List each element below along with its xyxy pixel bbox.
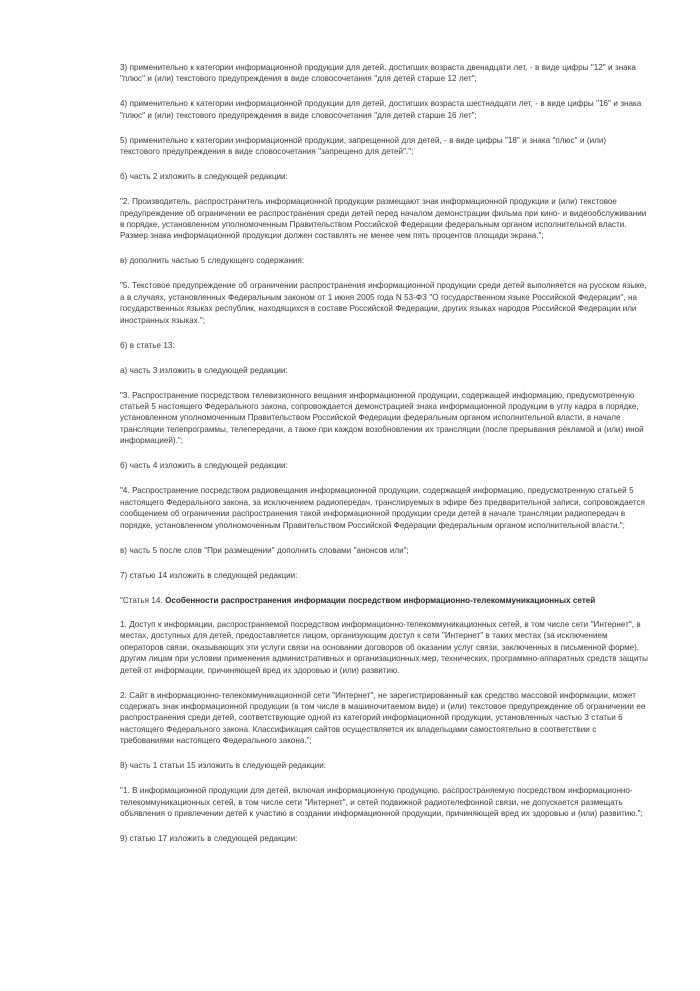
- paragraph-instruction-part-5: в) дополнить частью 5 следующего содержания:: [120, 256, 305, 266]
- paragraph-item-5: 5) применительно к категории информационной продукции, запрещенной для детей, - в виде цифры "18" и знака "плюс" и (или) текстового предупреждения в виде словосочетания "запрещено для детей".";: [120, 135, 607, 157]
- paragraph-article-14-part-1: 1. Доступ к информации, распространяемой посредством информационно-телекоммуникационных сетей, в том числе сети "Интернет", в местах, доступных для детей, предоставляется лицом, организующим доступ к сети "Интернет" в таких местах (за исключением операторов связи, оказывающих эти услуги связи на основании договоров об оказании услуг связи, заключенных в письменной форме), другим лицам при условии применения административных и организационных мер, технических, программно-аппаратных средств защиты детей от информации, причиняющей вред их здоровью и (или) развитию.: [120, 619, 648, 675]
- paragraph-article-15-part-1: "1. В информационной продукции для детей, включая информационную продукцию, распространяемую посредством информационно-телекоммуникационных сетей, в том числе сети "Интернет", и сетей подвижной радиотелефонной связи, не допускается размещать объявления о привлечении детей к участию в создании информационной продукции, причиняющей вред их здоровью и (или) развитию.";: [120, 786, 643, 818]
- paragraph-instruction-part-4: б) часть 4 изложить в следующей редакции:: [120, 461, 288, 471]
- paragraph-instruction-part-2: б) часть 2 изложить в следующей редакции:: [120, 172, 288, 182]
- paragraph-article-13: б) в статье 13:: [120, 340, 175, 350]
- paragraph-part-2-text: "2. Производитель, распространитель информационной продукции размещают знак информационной продукции и (или) текстовое предупреждение об ограничении ее распространения среди детей перед началом демонстрации фильма при кино- и видеообслуживании в порядке, установленном уполномоченным Правительством Российской Федерации федеральным органом исполнительной власти. Размер знака информационной продукции должен составлять не менее чем пять процентов площади экрана.";: [120, 197, 647, 241]
- paragraph-instruction-part-3: а) часть 3 изложить в следующей редакции:: [120, 365, 288, 375]
- paragraph-article-15-instruction: 8) часть 1 статьи 15 изложить в следующей редакции:: [120, 761, 326, 771]
- article-14-heading: [120, 595, 648, 606]
- paragraph-item-3: 3) применительно к категории информационной продукции для детей, достигших возраста двенадцати лет, - в виде цифры "12" и знака "плюс" и (или) текстового предупреждения в виде словосочетания "для детей старше 12 лет";: [120, 63, 636, 84]
- paragraph-part-3-text: "3. Распространение посредством телевизионного вещания информационной продукции, содержащей информацию, предусмотренную статьей 5 настоящего Федерального закона, сопровождается демонстрацией знака информационной продукции в углу кадра в порядке, установленном уполномоченным Правительством Российской Федерации федеральным органом исполнительной власти, в начале трансляции телепрограммы, телепередачи, а также при каждом возобновлении их трансляции (после прерывания рекламой и (или) иной информацией).";: [120, 390, 644, 446]
- paragraph-article-14-instruction: 7) статью 14 изложить в следующей редакции:: [120, 570, 298, 580]
- paragraph-article-14-part-2: 2. Сайт в информационно-телекоммуникационной сети "Интернет", не зарегистрированный как средство массовой информации, может содержать знак информационной продукции (в том числе в машиночитаемом виде) и (или) текстовое предупреждение об ограничении ее распространения среди детей, соответствующие одной из категорий информационной продукции, установленных частью 3 статьи 6 настоящего Федерального закона. Классификация сайтов осуществляется их владельцами самостоятельно в соответствии с требованиями настоящего Федерального закона.";: [120, 690, 646, 746]
- paragraph-item-4: 4) применительно к категории информационной продукции для детей, достигших возраста шестнадцати лет, - в виде цифры "16" и знака "плюс" и (или) текстового предупреждения в виде словосочетания "для детей старше 16 лет";: [120, 99, 642, 120]
- paragraph-article-17-instruction: 9) статью 17 изложить в следующей редакции:: [120, 833, 298, 843]
- document-page: [120, 62, 648, 858]
- article-14-prefix: "Статья 14.: [120, 595, 166, 605]
- paragraph-part-4-text: "4. Распространение посредством радиовещания информационной продукции, содержащей информацию, предусмотренную статьей 5 настоящего Федерального закона, за исключением радиопередач, транслируемых в эфире без предварительной записи, сопровождается сообщением об ограничении распространения такой информационной продукции среди детей в начале трансляции радиопередач в порядке, установленном уполномоченным Правительством Российской Федерации федеральным органом исполнительной власти.";: [120, 486, 645, 530]
- article-14-title: Особенности распространения информации посредством информационно-телекоммуникационных сетей: [165, 595, 596, 605]
- paragraph-part-5-amendment: в) часть 5 после слов "При размещении" дополнить словами "анонсов или";: [120, 545, 409, 555]
- paragraph-part-5-text: "5. Текстовое предупреждение об ограничении распространения информационной продукции среди детей выполняется на русском языке, а в случаях, установленных Федеральным законом от 1 июня 2005 года N 53-ФЗ "О государственном языке Российской Федерации", на государственных языках республик, находящихся в составе Российской Федерации, других языках народов Российской Федерации или иностранных языках.";: [120, 281, 647, 325]
